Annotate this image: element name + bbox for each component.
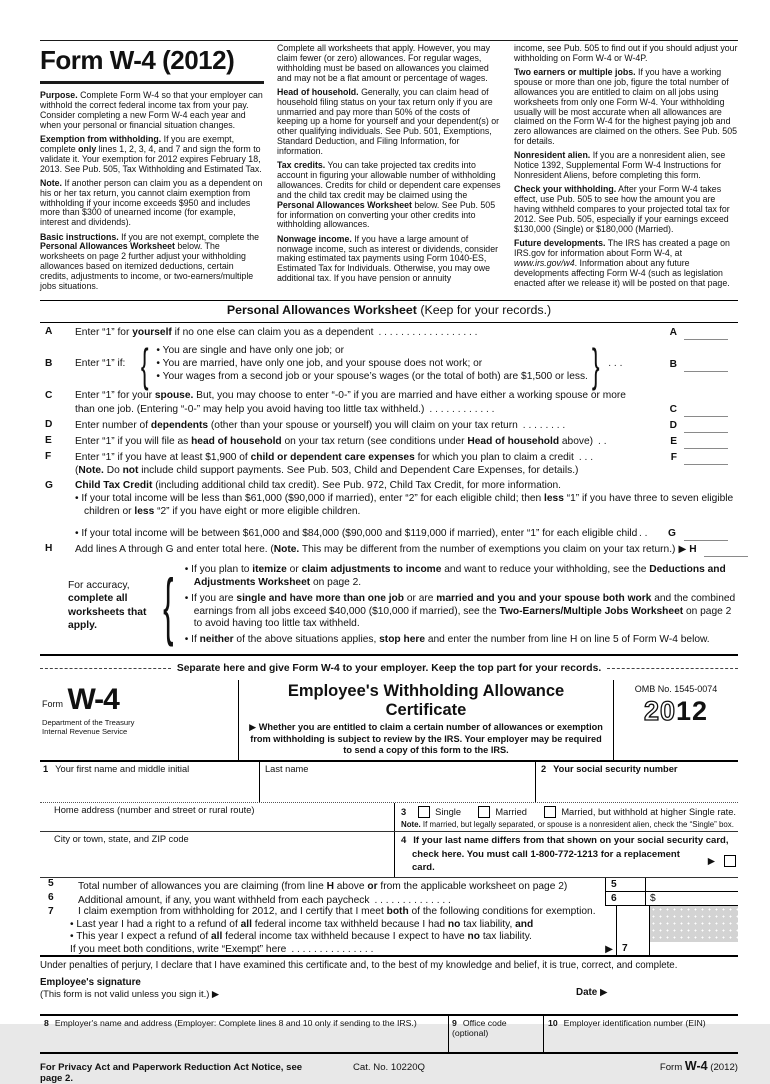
- line-5-text: Total number of allowances you are claiming (from line H above or from the applicable worksheet on page 2): [78, 881, 568, 893]
- cut-separator: [40, 663, 738, 674]
- worksheet-heading: Personal Allowances Worksheet (Keep for your records.): [40, 300, 738, 323]
- line-c-entry-blank[interactable]: [684, 403, 728, 417]
- line-b-answer-letter: B: [669, 358, 677, 370]
- line-g-bullet-1: • If your total income will be less than $61,000 ($90,000 if married), enter “2” for each eligible child; then less “1” if you have three to seven eligible children or less “2” if you have eight or more eligible children.: [75, 492, 734, 517]
- line-d-text: Enter number of dependents (other than your spouse or yourself) you will claim on your tax return: [75, 419, 518, 431]
- line-a-entry-blank[interactable]: [684, 326, 728, 340]
- form-reference: Form W-4 (2012): [659, 1059, 738, 1074]
- dot-leaders: . . .: [578, 451, 594, 463]
- nonwage-income-paragraph: Nonwage income. If you have a large amount of nonwage income, such as interest or dividends, consider making estimated tax payments using Form 1040-ES, Estimated Tax for Individuals. Otherwise, you may owe additional tax. If you have pension or annuity: [277, 233, 499, 284]
- line-a-text: Enter “1” for yourself if no one else can claim you as a dependent: [75, 326, 374, 338]
- single-checkbox[interactable]: [418, 806, 430, 818]
- line-c-text-2: than one job. (Entering “-0-” may help you avoid having too little tax withheld.): [75, 403, 425, 415]
- line-b-letter: B: [45, 358, 53, 370]
- head-of-household-paragraph: Head of household. Generally, you can claim head of household filing status on your tax return only if you are unmarried and pay more than 50% of the costs of keeping up a home for yourself and your dependent(s) or other qualifying individuals. See Pub. 501, Exemptions, Standard Deduction, and Filing Information, for information.: [277, 86, 500, 156]
- line-4-text-2: check here. You must call 1-800-772-1213 for a replacement card.: [412, 848, 680, 874]
- dot-leaders: . . . . . . . . . . . . . . .: [291, 944, 374, 956]
- line-4-number: 4: [401, 834, 407, 846]
- married-checkbox[interactable]: [478, 806, 490, 818]
- form-year: 2012: [643, 696, 709, 727]
- address-status-row: [40, 803, 738, 832]
- line-f-answer-letter: F: [670, 451, 677, 463]
- line-c-answer-letter: C: [669, 403, 677, 415]
- line-6-row: [40, 892, 738, 906]
- dollar-sign: $: [650, 893, 656, 905]
- married-label: Married: [495, 806, 527, 817]
- closing-brace: }: [591, 338, 600, 391]
- office-code-label: Office code (optional): [452, 1018, 507, 1039]
- worksheet-line-b: [40, 338, 738, 391]
- line-7-bullet-1: • Last year I had a right to a refund of all federal income tax withheld because I had no tax liability, and: [70, 918, 534, 930]
- exemption-paragraph: Exemption from withholding. If you are exempt, complete only lines 1, 2, 3, 4, and 7 and sign the form to validate it. Your exemption for 2012 expires February 18, 2013. See Pub. 505, Tax Withholding and Estimated Tax.: [40, 133, 262, 174]
- line-c-letter: C: [45, 389, 53, 401]
- line-3-number: 3: [401, 806, 407, 817]
- line-g-bullet-2: • If your total income will be between $61,000 and $84,000 ($90,000 and $119,000 if married), enter “1” for each eligible child: [75, 527, 638, 539]
- line-f-entry-blank[interactable]: [684, 451, 728, 465]
- line-7-exempt-text: If you meet both conditions, write “Exempt” here: [70, 944, 287, 956]
- city-state-zip-field[interactable]: [40, 832, 395, 877]
- line-5-row: [40, 878, 738, 892]
- separator-text: Separate here and give Form W-4 to your employer. Keep the top part for your records.: [176, 663, 602, 675]
- accuracy-bullet-2: • If you are single and have more than one job or are married and you and your spouse both work and the combined earnings from all jobs exceed $40,000 ($10,000 if married), see the Two-Earners/Multiple Jobs Worksheet on page 2 to avoid having too little tax withheld.: [184, 592, 736, 630]
- name-ssn-row: [40, 762, 738, 803]
- check-withholding-paragraph: Check your withholding. After your Form W-4 takes effect, use Pub. 505 to see how the amount you are having withheld compares to your projected total tax for 2012. See Pub. 505, especially if your earnings exceed $130,000 (Single) or $180,000 (Married).: [514, 184, 730, 234]
- status-note: Note. If married, but legally separated, or spouse is a nonresident alien, check the “Single” box.: [401, 819, 734, 829]
- worksheet-line-f: [40, 451, 738, 478]
- line-10-number: 10: [548, 1018, 558, 1029]
- line-e-text: Enter “1” if you will file as head of household on your tax return (see conditions under Head of household above): [75, 435, 594, 447]
- dot-leaders: . . . . . . . . . . . . . .: [374, 895, 451, 907]
- line-b-bullet-1: • You are single and have only one job; or: [156, 345, 345, 357]
- married-higher-rate-checkbox[interactable]: [544, 806, 556, 818]
- form-title: Form W-4 (2012): [40, 46, 264, 84]
- dot-leaders: . .: [598, 435, 607, 447]
- arrow-icon: ▶: [678, 543, 687, 555]
- future-developments-paragraph: Future developments. The IRS has created a page on IRS.gov for information about Form W-4, at www.irs.gov/w4. Information about any future developments affecting Form W-4 (such as legislation enacted after we release it) will be posted on that page.: [514, 238, 730, 288]
- certificate-title-block: [239, 680, 613, 760]
- employer-row: [40, 1016, 738, 1054]
- line-g-heading: Child Tax Credit (including additional child tax credit). See Pub. 972, Child Tax Credit, for more information.: [75, 479, 562, 491]
- nonresident-alien-paragraph: Nonresident alien. If you are a nonresident alien, see Notice 1392, Supplemental Form W-4 Instructions for Nonresident Aliens, before completing this form.: [514, 150, 726, 181]
- ssn-label: Your social security number: [553, 763, 678, 774]
- line-5-entry[interactable]: [646, 878, 738, 892]
- line-h-answer-letter: H: [689, 543, 697, 555]
- signature-label: Employee's signature: [40, 977, 141, 989]
- line-d-letter: D: [45, 418, 53, 430]
- ein-label: Employer identification number (EIN): [563, 1018, 706, 1029]
- city-state-zip-label: City or town, state, and ZIP code: [54, 833, 189, 844]
- agency-line-2: Internal Revenue Service: [42, 727, 128, 737]
- home-address-label: Home address (number and street or rural route): [54, 804, 255, 815]
- instructions-column-2: [277, 44, 501, 296]
- employer-name-label: Employer's name and address (Employer: Complete lines 8 and 10 only if sending to the IRS.): [54, 1018, 417, 1029]
- line-7-box-spacer: [616, 906, 650, 942]
- page-content: [40, 40, 738, 1084]
- lastname-differs-checkbox[interactable]: [724, 855, 736, 867]
- arrow-icon: ▶: [707, 855, 715, 867]
- omb-block: [613, 680, 738, 760]
- dot-leaders: . . . . . . . . . . . . . . . . . .: [378, 326, 478, 338]
- complete-worksheets-paragraph: Complete all worksheets that apply. However, you may claim fewer (or zero) allowances. For regular wages, withholding must be based on allowances you claimed and may not be a flat amount or percentage of wages.: [277, 43, 491, 83]
- first-name-field[interactable]: [40, 762, 260, 802]
- instructions-column-3: [514, 44, 738, 296]
- dot-leaders: . . .: [633, 527, 648, 539]
- line-b-bullet-2: • You are married, have only one job, and your spouse does not work; or: [156, 358, 483, 370]
- line-6-entry[interactable]: [646, 892, 738, 906]
- personal-allowances-worksheet: [40, 300, 738, 656]
- city-lastname-row: [40, 832, 738, 878]
- line-8-number: 8: [44, 1018, 49, 1029]
- line-f-letter: F: [45, 450, 52, 462]
- line-g-entry-blank[interactable]: [684, 527, 728, 541]
- line-4-text-1: If your last name differs from that shown on your social security card,: [413, 834, 729, 846]
- line-7-box-label: 7: [616, 942, 650, 955]
- opening-brace: {: [140, 338, 149, 391]
- shaded-area: [650, 906, 738, 942]
- form-number: W-4: [67, 683, 119, 717]
- catalog-number: Cat. No. 10220Q: [353, 1062, 425, 1074]
- form-word: Form: [42, 699, 63, 710]
- employer-name-field[interactable]: [40, 1016, 449, 1052]
- withholding-certificate: [40, 680, 738, 1054]
- arrow-icon: ▶: [605, 944, 613, 956]
- form-id-block: [40, 680, 239, 760]
- office-code-field[interactable]: [449, 1016, 544, 1052]
- married-higher-rate-label: Married, but withhold at higher Single rate.: [561, 806, 736, 817]
- accuracy-bullet-1: • If you plan to itemize or claim adjustments to income and want to reduce your withholding, see the Deductions and Adjustments Worksheet on page 2.: [184, 564, 726, 589]
- line-7-number: 7: [48, 906, 54, 918]
- instructions-section: [40, 40, 738, 296]
- purpose-paragraph: Purpose. Complete Form W-4 so that your employer can withhold the correct federal income tax from your pay. Consider completing a new Form W-4 each year and when your personal or financial situation changes.: [40, 90, 263, 130]
- line-6-text: Additional amount, if any, you want withheld from each paycheck: [78, 895, 370, 907]
- line-6-box-label: 6: [605, 892, 646, 906]
- instructions-column-1: [40, 44, 264, 296]
- worksheet-line-d: [40, 419, 738, 433]
- line-7-entry[interactable]: [650, 942, 738, 955]
- certificate-subtitle: ▶ Whether you are entitled to claim a certain number of allowances or exemption from withholding is subject to review by the IRS. Your employer may be required to send a copy of this form to the IRS.: [249, 722, 603, 756]
- dot-leaders: . . .: [608, 358, 623, 370]
- for-accuracy-block: [40, 562, 738, 650]
- line-h-entry-blank[interactable]: [704, 543, 748, 557]
- ssn-field[interactable]: [536, 762, 738, 802]
- worksheet-line-g: G Child Tax Credit (including additional child tax credit). See Pub. 972, Child Tax Credit, for more information. • If your total income will be less than $61,000 ($90,000 if married), enter “2” for each eligible child; then less “1” if you have three to seven eligible children or less “2” if you have eight or more eligible children. • If your total income will be between $61,000 and $84,000 ($90,000 and $119,000 if married), enter “1” for each eligible child . . . G: [40, 480, 738, 541]
- for-accuracy-label: For accuracy, complete all worksheets that apply.: [68, 579, 147, 631]
- two-earners-paragraph: Two earners or multiple jobs. If you have a working spouse or more than one job, figure the total number of allowances you are entitled to claim on all jobs using worksheets from only one Form W-4. Your withholding usually will be most accurate when all allowances are claimed on the Form W-4 for the highest paying job and zero allowances are claimed on the others. See Pub. 505 for details.: [514, 67, 737, 147]
- line-d-answer-letter: D: [669, 419, 677, 431]
- income-continuation-paragraph: income, see Pub. 505 to find out if you should adjust your withholding on Form W-4 or W-4P.: [514, 43, 738, 63]
- line-f-note: (Note. Do not include child support payments. See Pub. 503, Child and Dependent Care Expenses, for details.): [75, 464, 579, 476]
- line-7-bullet-2: • This year I expect a refund of all federal income tax withheld because I expect to have no tax liability.: [70, 931, 532, 943]
- line-1-number: 1: [43, 763, 49, 774]
- line-e-answer-letter: E: [670, 435, 677, 447]
- line-d-entry-blank[interactable]: [684, 419, 728, 433]
- line-b-bullet-3: • Your wages from a second job or your spouse’s wages (or the total of both) are $1,500 or less.: [156, 371, 588, 383]
- line-e-entry-blank[interactable]: [684, 435, 728, 449]
- separator-dash: [607, 668, 738, 669]
- line-2-number: 2: [541, 763, 547, 774]
- opening-brace: {: [163, 563, 174, 647]
- certificate-title: Employee's Withholding Allowance Certificate: [287, 682, 565, 720]
- privacy-notice: For Privacy Act and Paperwork Reduction Act Notice, see page 2.: [40, 1062, 303, 1084]
- line-c-text-1: Enter “1” for your spouse. But, you may choose to enter “-0-” if you are married and have either a working spouse or more: [75, 389, 626, 401]
- signature-note: (This form is not valid unless you sign it.) ▶: [40, 988, 220, 1000]
- basic-instructions-paragraph: Basic instructions. If you are not exempt, complete the Personal Allowances Worksheet below. The worksheets on page 2 further adjust your withholding allowances based on itemized deductions, certain credits, adjustments to income, or two-earners/multiple jobs situations.: [40, 231, 260, 291]
- dot-leaders: . . . . . . . .: [522, 419, 566, 431]
- line-a-letter: A: [45, 325, 53, 337]
- ein-field[interactable]: [544, 1016, 738, 1052]
- first-name-label: Your first name and middle initial: [55, 763, 190, 774]
- line-7-row: [40, 906, 738, 957]
- line-6-number: 6: [48, 892, 54, 904]
- worksheet-line-e: [40, 435, 738, 449]
- note-paragraph: Note. If another person can claim you as a dependent on his or her tax return, you cannot claim exemption from withholding if your income exceeds $950 and includes more than $300 of unearned income (for example, interest and dividends).: [40, 177, 263, 228]
- line-b-entry-blank[interactable]: [684, 358, 728, 372]
- line-b-label: Enter “1” if:: [75, 358, 126, 370]
- omb-number: OMB No. 1545-0074: [634, 684, 718, 695]
- worksheet-line-c: [40, 390, 738, 417]
- agency-line-1: Department of the Treasury: [42, 718, 135, 728]
- perjury-statement: Under penalties of perjury, I declare that I have examined this certificate and, to the best of my knowledge and belief, it is true, correct, and complete.: [40, 960, 678, 972]
- last-name-field[interactable]: [260, 762, 536, 802]
- line-5-number: 5: [48, 878, 54, 890]
- worksheet-line-a: [40, 326, 738, 340]
- tax-credits-paragraph: Tax credits. You can take projected tax credits into account in figuring your allowable number of withholding allowances. Credits for child or dependent care expenses and the child tax credit may be claimed using the Personal Allowances Worksheet below. See Pub. 505 for information on converting your other credits into withholding allowances.: [277, 160, 501, 230]
- line-h-letter: H: [45, 542, 53, 554]
- dot-leaders: . . . . . . . . . . . .: [429, 403, 495, 415]
- line-e-letter: E: [45, 434, 52, 446]
- line-9-number: 9: [452, 1018, 457, 1029]
- certificate-header: [40, 680, 738, 762]
- signature-row: [40, 973, 738, 1016]
- page-footer: [40, 1059, 738, 1084]
- accuracy-bullet-3: • If neither of the above situations applies, stop here and enter the number from line H on line 5 of Form W-4 below.: [184, 633, 710, 645]
- single-label: Single: [435, 806, 462, 817]
- separator-dash: [40, 668, 171, 669]
- date-field[interactable]: Date ▶: [576, 987, 608, 999]
- line-a-answer-letter: A: [669, 326, 677, 338]
- worksheet-line-h: [40, 543, 738, 557]
- line-h-text: Add lines A through G and enter total here. (Note. This may be different from the number of exemptions you claim on your tax return.): [75, 543, 676, 555]
- home-address-field[interactable]: [40, 803, 395, 831]
- last-name-label: Last name: [265, 763, 309, 774]
- line-5-box-label: 5: [605, 878, 646, 892]
- line-g-letter: G: [45, 479, 53, 491]
- line-f-text: Enter “1” if you have at least $1,900 of child or dependent care expenses for which you plan to claim a credit: [75, 451, 574, 463]
- line-7-intro: I claim exemption from withholding for 2012, and I certify that I meet both of the following conditions for exemption.: [78, 906, 596, 918]
